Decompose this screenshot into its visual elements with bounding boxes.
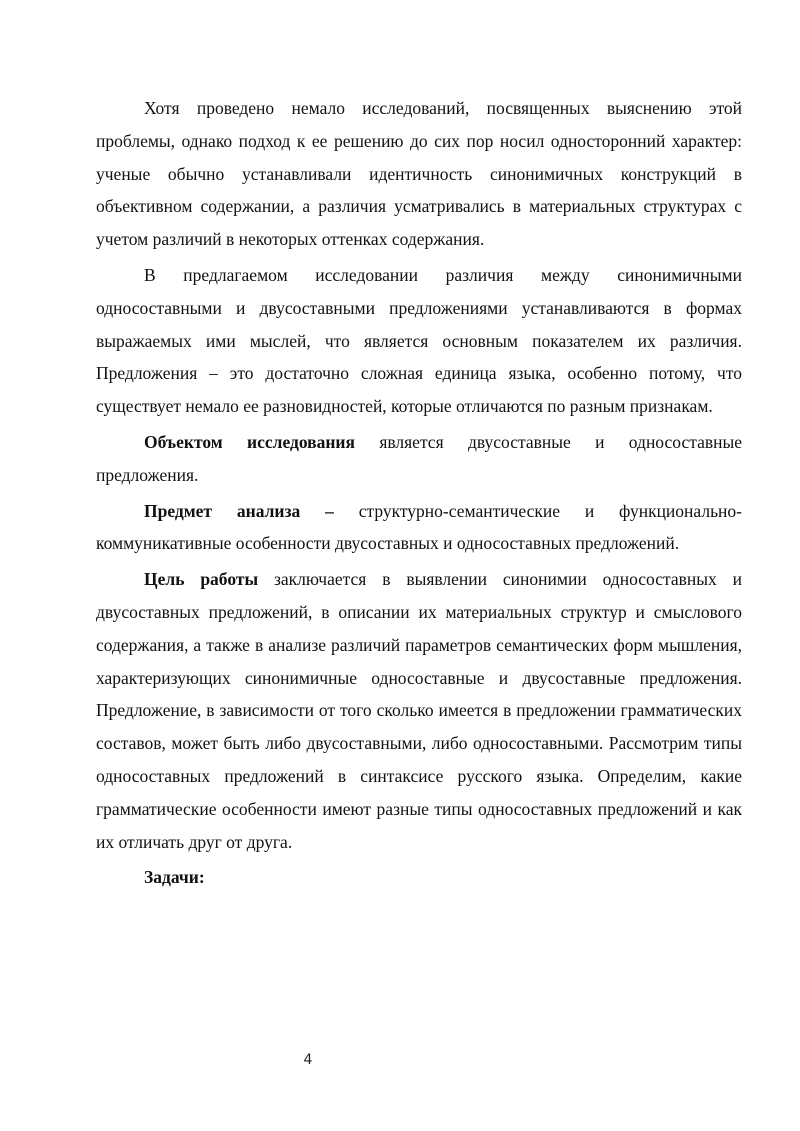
paragraph-analysis-subject	[96, 495, 742, 561]
paragraph-text: является двусоставные и односоставные предложения.	[96, 431, 742, 485]
paragraph-lead: Задачи:	[144, 867, 205, 888]
paragraph-lead: Цель работы	[144, 569, 259, 590]
paragraph-text: заключается в выявлении синонимии односоставных и двусоставных предложений, в описании их материальных структур и смыслового содержания, а также в анализе различий параметров семантических форм мышления, характеризующих синонимичные односоставные и двусоставные предложения. Предложение, в зависимости от того сколько имеется в предложении грамматических составов, может быть либо двусоставными, либо односоставными. Рассмотрим типы односоставных предложений в синтаксисе русского языка. Определим, какие грамматические особенности имеют разные типы односоставных предложений и как их отличать друг от друга.	[96, 569, 742, 852]
paragraph-lead: Объектом исследования	[144, 431, 355, 452]
paragraph-research-approach	[96, 259, 742, 423]
paragraph-research-background	[96, 92, 742, 256]
paragraph-text: структурно-семантические и функционально-коммуникативные особенности двусоставных и односоставных предложений.	[96, 500, 742, 554]
page-number: 4	[303, 1052, 313, 1068]
paragraph-work-goal	[96, 563, 742, 858]
paragraph-text: Хотя проведено немало исследований, посвященных выяснению этой проблемы, однако подход к ее решению до сих пор носил односторонний характер: ученые обычно устанавливали идентичность синонимичных конструкций в объективном содержании, а различия усматривались в материальных структурах с учетом различий в некоторых оттенках содержания.	[96, 98, 742, 250]
paragraph-research-object	[96, 426, 742, 492]
paragraph-tasks-heading	[96, 861, 742, 894]
paragraph-lead: Предмет анализа –	[144, 500, 334, 521]
page-body	[96, 92, 742, 896]
paragraph-text: В предлагаемом исследовании различия между синонимичными односоставными и двусоставными предложениями устанавливаются в формах выражаемых ими мыслей, что является основным показателем их различия. Предложения – это достаточно сложная единица языка, особенно потому, что существует немало ее разновидностей, которые отличаются по разным признакам.	[96, 264, 742, 417]
